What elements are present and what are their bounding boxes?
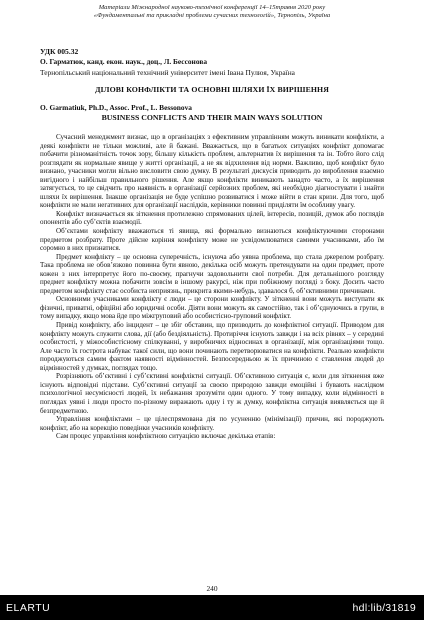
paragraph: Розрізняють об’єктивні і суб’єктивні конфліктні ситуації. Об’єктивною ситуація є, коли для зіткнення вже існують відповідні підстави. Суб’єктивні ситуації за своєю природою завжди емоційні і бувають наслідком психологічної несумісності людей, їх небажання зрозуміти один одного. У тому випадку, коли відмінності в поглядах уявні і люди просто по-різному виражають одну і ту ж думку, конфліктна ситуація виявляється ще й безпредметною. xyxy=(40,372,384,415)
paragraph: Сам процес управління конфліктною ситуацією включає декілька етапів: xyxy=(56,432,276,441)
conference-header xyxy=(40,4,384,21)
title-english: BUSINESS CONFLICTS AND THEIR MAIN WAYS SOLUTION xyxy=(101,113,323,122)
repository-name: ELARTU xyxy=(6,602,51,614)
udk-code: УДК 005.32 xyxy=(40,47,79,56)
paragraph: Конфлікт визначається як зіткнення протилежно спрямованих цілей, інтересів, позицій, думок або поглядів опонентів або суб’єктів взаємодії. xyxy=(40,209,384,227)
affiliation: Тернопільський національний технічний університет імені Івана Пулюя, Україна xyxy=(40,68,295,77)
paragraph: Сучасний менеджмент визнає, що в організаціях з ефективним управлінням можуть виникати конфлікти, а деякі конфлікти не тільки можливі, але й бажані. Вважається, що в багатьох ситуаціях конфлікт допомагає побачити різноманітність точок зору, більшу кількість проблем, альтернатив їх вирішення та ін. Тобто його слід розглядати як нормальне явище у житті організації, а не як відхилення від норми. Важливо, щоб конфлікт було визнано, учасники могли вільно висловити свою думку. В результаті дискусія приводить до вироблення взаємно вигідного і найбільш правильного рішення. Але якщо конфлікти виникають занадто часто, а їх вирішення затягується, то це свідчить про наявність в організації серйозних проблем, які необхідно діагностувати і знайти шляхи їх вирішення. Інакше організація не буде успішно розвиватися і може війти в стан кризи. Для того, щоб конфлікти не мали негативних для організації наслідків, керівники повинні приділяти їм особливу увагу. xyxy=(40,133,384,210)
conference-line-1: Матеріали Міжнародної науково-технічної конференції 14–15травня 2020 року xyxy=(98,4,326,11)
handle-identifier: hdl:lib/31819 xyxy=(352,602,416,614)
conference-line-2: «Фундаментальні та прикладні проблеми сучасних технологій», Тернопіль, Україна xyxy=(93,12,331,20)
title-ukrainian: ДІЛОВІ КОНФЛІКТИ ТА ОСНОВНІ ШЛЯХИ ЇХ ВИРІШЕННЯ xyxy=(95,85,329,94)
paragraph: Привід конфлікту, або інцидент – це збіг обставин, що призводить до конфліктної ситуації. Приводом для конфлікту можуть служити слова, дії (або бездіяльність). Протиріччя існують завжди і на всіх рівнях – у середині особистості, у міжособистісному спілкуванні, у виробничих відносинах в організації, між організаціями тощо. Але часто їх гострота набуває такої сили, що вони починають перетворюватися на конфлікти. Реально конфлікти породжуються самим фактом наявності відмінностей. Безпосередньою ж їх причиною є ставлення людей до відмінностей у думках, поглядах тощо. xyxy=(40,321,384,372)
page-number: 240 xyxy=(206,584,218,593)
paragraph: Основними учасниками конфлікту є люди – це сторони конфлікту. У зіткненні вони можуть виступати як фізичні, приватні, офіційні або юридичні особи. Діяти вони можуть як самостійно, так і об’єднуючись в групи, в тому випадку, якщо мова йде про міжгруповий або особистісно-груповий конфлікт. xyxy=(40,295,384,321)
authors-ukrainian: О. Гарматюк, канд. екон. наук., доц., Л. Бессонова xyxy=(40,57,208,66)
paragraph: Предмет конфлікту – це основна суперечність, існуюча або уявна проблема, що стала джерелом розбрату. Така проблема не обов’язково повинна бути явною, декілька осіб можуть претендувати на один предмет, проте кожен з них інтерпретує його по-своєму, прагнучи задовольнити свої потреби. Для детальнішого розгляду предмет конфлікту можна побачити зовсім в іншому ракурсі, ніж при побіжному погляді з боку. Досить часто предметом конфлікту стає особиста неприязнь, прикрита якими-небудь, здавалося б, об’єктивними причинами. xyxy=(40,252,384,295)
article-body xyxy=(40,133,384,441)
repository-footer-bar xyxy=(0,595,424,620)
paragraph: Об’єктами конфлікту вважаються ті явища, які формально визнаються конфліктуючими сторонами предметом розбрату. Проте дійсне коріння конфлікту може не усвідомлюватися самими учасниками, або їм соромно в них признатися. xyxy=(40,227,384,253)
authors-english: O. Garmatiuk, Ph.D., Assoc. Prof., L. Bessonova xyxy=(40,103,192,112)
paragraph: Управління конфліктами – це цілеспрямована дія по усуненню (мінімізації) причин, які породжують конфлікт, або на корекцію поведінки учасників конфлікту. xyxy=(40,415,384,432)
